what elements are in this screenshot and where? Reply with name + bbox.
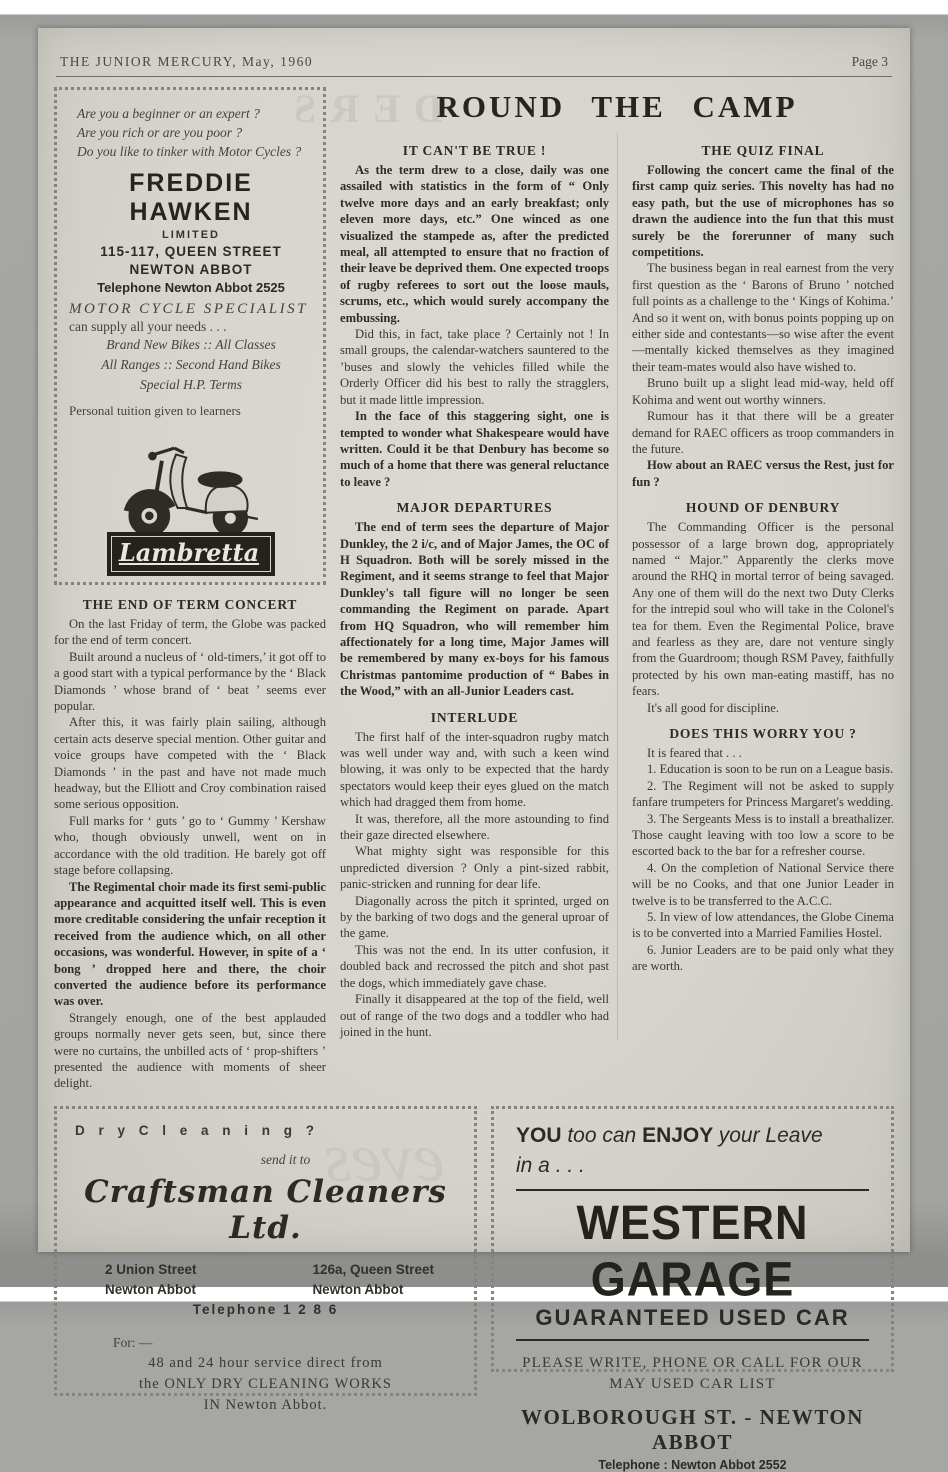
cleaners-address-left bbox=[105, 1260, 197, 1300]
cleaners-heading: D r y C l e a n i n g ? bbox=[75, 1122, 320, 1138]
paragraph: Full marks for ‘ guts ’ go to ‘ Gummy ’ Kershaw who, though obviously unwell, went on in accordance with the old tradition. He barely got off stage before collapsing. bbox=[54, 813, 326, 878]
hawken-intro-questions bbox=[69, 104, 313, 161]
text-line: Are you a beginner or an expert ? bbox=[77, 106, 260, 121]
hawken-supply-line: can supply all your needs . . . bbox=[69, 319, 227, 334]
garage-cta-line2: MAY USED CAR LIST bbox=[609, 1375, 776, 1392]
paragraph: After this, it was fairly plain sailing, although certain acts deserve special mention. Other guitar and voice groups have competed with the ‘ Black Diamonds ’ in the past and have not made much headway, but the Elliott and Croy combination raised some serious opposition. bbox=[54, 715, 326, 812]
text-line: 48 and 24 hour service direct from bbox=[148, 1354, 383, 1371]
paragraph: The end of term sees the departure of Major Dunkley, the 2 i/c, and of Major James, the OC of H Squadron. Both will be sorely missed in the Regiment, and it seems strange to feel that Major Dunkley's tall figure will no longer be seen commanding the Regiment on parade. Apart from HQ Squadron, who will remember him affectionately for a long time, Major James will be remembered by many ex-boys for his famous Christmas pantomime production of “ Babes in the Wood,” with an all-Junior Leaders cast. bbox=[340, 520, 609, 699]
paragraph: The first half of the inter-squadron rugby match was well under way and, with such a keen wind blowing, it was only to be expected that the hardy spectators would keep their eyes glued on the match which had dragged them from home. bbox=[340, 729, 609, 810]
paragraph: It was, therefore, all the more astounding to find their gaze directed elsewhere. bbox=[340, 811, 609, 843]
garage-rule-top bbox=[516, 1189, 869, 1191]
paragraph: As the term drew to a close, daily was one assailed with statistics in the form of “ Only twelve more days and an early breakfast; only eleven more days, etc.” One winced as one visualized the stampede as, after the predicted meal, all attempted to ensure that no fraction of their leave be deprived them. One expected troops of rugby referees to sort out the loose mauls, scrums, etc., which would surely accompany the embussing. bbox=[340, 163, 609, 325]
article-title: THE QUIZ FINAL bbox=[701, 143, 825, 158]
masthead: THE JUNIOR MERCURY, May, 1960 bbox=[60, 54, 314, 69]
paragraph: Rumour has it that there will be a greater demand for RAEC officers as troop commanders in the future. bbox=[632, 409, 894, 456]
text-line: 2 Union Street bbox=[105, 1261, 197, 1277]
text-line: Do you like to tinker with Motor Cycles ? bbox=[77, 144, 302, 159]
paragraph: On the last Friday of term, the Globe was packed for the end of term concert. bbox=[54, 617, 326, 648]
styled-text-segment: too can bbox=[567, 1123, 643, 1147]
hawken-limited: LIMITED bbox=[162, 229, 220, 241]
paragraph: The business began in real earnest from the very first question as the ‘ Barons of Bruno ’ notched full points as a challenge to the ‘ Kings of Kohima.’ And so it went on, with bonus points popping up on either side and contestants—so wise after the event—mentally kicked themselves as they imagined their team-mates would also have wished to. bbox=[632, 261, 894, 374]
content-columns bbox=[54, 87, 894, 1092]
paragraph: 6. Junior Leaders are to be paid only what they are worth. bbox=[632, 942, 894, 974]
article-quiz-final bbox=[632, 143, 894, 490]
left-column bbox=[54, 87, 326, 1092]
bleedthrough-text: eves bbox=[323, 1119, 444, 1197]
paragraph: How about an RAEC versus the Rest, just for fun ? bbox=[632, 458, 894, 489]
paragraph: 3. The Sergeants Mess is to install a breathalizer. Those caught leaving with too low a score to be escorted back to the bar for a refresher course. bbox=[632, 811, 894, 859]
hawken-tuition-line: Personal tuition given to learners bbox=[69, 403, 241, 418]
article-title: INTERLUDE bbox=[430, 709, 519, 725]
paragraph: Built around a nucleus of ‘ old-timers,’ it got off to a good start with a typical performance by the ‘ Black Diamonds ’ whose brand of ‘ beat ’ seems ever popular. bbox=[54, 649, 326, 714]
hawken-offer-line: Special H.P. Terms bbox=[139, 377, 242, 392]
article-end-of-term-concert bbox=[54, 597, 326, 1092]
lambretta-logo: Lambretta bbox=[107, 532, 275, 576]
paragraph: Strangely enough, one of the best applauded groups normally never gets seen, but, since there were no curtains, the unbilled acts of ‘ prop-shifters ’ presented the audience with moments of sheer delight. bbox=[54, 1010, 326, 1091]
garage-tagline-2 bbox=[516, 1151, 869, 1181]
styled-text-segment: your Leave bbox=[718, 1123, 823, 1147]
garage-address: WOLBOROUGH ST. - NEWTON ABBOT bbox=[521, 1404, 864, 1454]
text-line: IN Newton Abbot. bbox=[203, 1396, 328, 1413]
lambretta-figure bbox=[69, 423, 313, 576]
styled-text-segment: ENJOY bbox=[642, 1123, 719, 1147]
article-hound-of-denbury bbox=[632, 500, 894, 716]
paragraph: The Regimental choir made its first semi-public appearance and acquitted itself well. This is even more creditable considering the unfair reception it received from the audience which, on all other occasions, was wonderful. However, in spite of a ‘ bong ’ dropped here and there, the choir converted the audience before its performance was over. bbox=[54, 879, 326, 1009]
story-columns bbox=[340, 133, 894, 1040]
paragraph: 1. Education is soon to be run on a League basis. bbox=[647, 762, 894, 777]
garage-cta-line1: PLEASE WRITE, PHONE OR CALL FOR OUR bbox=[522, 1354, 863, 1371]
garage-name: WESTERN GARAGE bbox=[576, 1194, 809, 1306]
article-body bbox=[632, 745, 894, 975]
garage-phone: Telephone : Newton Abbot 2552 bbox=[598, 1457, 787, 1472]
paragraph: Did this, in fact, take place ? Certainly not ! In small groups, the calendar-watchers sauntered to the ’buses and slowly the vehicles filled while the Orderly Officer did his best to rally the stragglers, but it made little impression. bbox=[340, 327, 609, 407]
hawken-name: FREDDIE HAWKEN bbox=[129, 169, 253, 226]
paragraph: Diagonally across the pitch it sprinted, urged on by the barking of two dogs and the general uproar of the game. bbox=[340, 893, 609, 941]
article-does-this-worry-you bbox=[632, 726, 894, 975]
article-major-departures bbox=[340, 500, 609, 699]
article-body bbox=[632, 162, 894, 490]
paragraph: This was not the end. In its utter confusion, it doubled back and recrossed the pitch and shot past the dogs, which immediately gave chase. bbox=[340, 942, 609, 990]
paragraph: In the face of this staggering sight, one is tempted to wonder what Shakespeare would have written. Could it be that Denbury has become so much of a home that there was general reluctance to leave ? bbox=[340, 409, 609, 489]
cleaners-service-lines bbox=[75, 1353, 456, 1416]
page-number: Page 3 bbox=[851, 54, 888, 69]
article-title: HOUND OF DENBURY bbox=[685, 500, 841, 516]
text-line: Are you rich or are you poor ? bbox=[77, 125, 243, 140]
header-rule bbox=[56, 76, 892, 77]
paragraph: Bruno built up a slight lead mid-way, held off Kohima and went out worthy winners. bbox=[632, 376, 894, 407]
garage-rule-bottom bbox=[516, 1339, 869, 1341]
bleedthrough-text: DERS bbox=[280, 86, 443, 131]
paragraph: The Commanding Officer is the personal possessor of a large brown dog, appropriately named “ Major.” Apparently the clerks move around the RHQ in mortal terror of being savaged. Any one of them will do the next two Duty Clerks for the intrepid soul who will take in the Colonel's tea for them. Even the Regimental Police, brave and fearless as they are, dare not venture singly from the Guardroom; though RSM Pavey, faithfully protected by his own man-eating mastiff, has no fears. bbox=[632, 520, 894, 699]
craftsman-cleaners-ad bbox=[54, 1106, 477, 1413]
newspaper-page bbox=[38, 28, 910, 1472]
bottom-ads bbox=[54, 1106, 894, 1472]
page-header bbox=[54, 46, 894, 74]
article-body bbox=[340, 162, 609, 490]
cleaners-name: Craftsman Cleaners Ltd. bbox=[84, 1173, 447, 1246]
article-body bbox=[632, 519, 894, 716]
paragraph: What mighty sight was responsible for this unpredicted diversion ? Only a pint-sized rabbit, panic-stricken and running for dear life. bbox=[340, 844, 609, 892]
garage-tagline-1 bbox=[516, 1121, 869, 1151]
main-headline: DERS ROUND THE CAMP bbox=[280, 86, 798, 131]
right-column bbox=[617, 133, 894, 1040]
scooter-illustration-icon bbox=[106, 423, 276, 541]
garage-subtitle: GUARANTEED USED CAR bbox=[535, 1304, 850, 1330]
hawken-specialist-line: MOTOR CYCLE SPECIALIST bbox=[69, 301, 308, 317]
text-line: Newton Abbot bbox=[105, 1281, 196, 1297]
hawken-offer-line: Brand New Bikes :: All Classes bbox=[106, 337, 276, 352]
paragraph: 2. The Regiment will not be asked to supply fanfare trumpeters for Princess Margaret's wedding. bbox=[632, 778, 894, 810]
hawken-offer-line: All Ranges :: Second Hand Bikes bbox=[101, 357, 281, 372]
paragraph: 5. In view of low attendances, the Globe Cinema is to be converted into a Married Families Hostel. bbox=[632, 910, 894, 941]
article-body bbox=[340, 519, 609, 699]
cleaners-send-line: send it to bbox=[260, 1151, 311, 1167]
hawken-address-street: 115-117, QUEEN STREET bbox=[100, 244, 282, 259]
article-title: THE END OF TERM CONCERT bbox=[82, 597, 298, 612]
hawken-phone: Telephone Newton Abbot 2525 bbox=[97, 280, 285, 295]
western-garage-ad bbox=[491, 1106, 894, 1472]
round-the-camp-section bbox=[280, 86, 894, 1092]
article-interlude bbox=[340, 710, 609, 1041]
paragraph: It's all good for discipline. bbox=[647, 700, 780, 715]
article-title: DOES THIS WORRY YOU ? bbox=[669, 726, 857, 741]
paragraph: 4. On the completion of National Service there will be no Cooks, and that one Junior Leader in twelve is to be transferred to the A.C.C. bbox=[632, 860, 894, 908]
paragraph: Finally it disappeared at the top of the field, well out of range of the two dogs and a toddler who had joined in the hunt. bbox=[340, 992, 609, 1039]
article-it-cant-be-true bbox=[340, 143, 609, 490]
article-body bbox=[340, 729, 609, 1041]
styled-text-segment: YOU bbox=[516, 1123, 568, 1147]
freddie-hawken-ad bbox=[54, 87, 326, 585]
styled-text-segment: in a . . . bbox=[516, 1153, 585, 1177]
text-line: Newton Abbot bbox=[312, 1281, 404, 1297]
paragraph: Following the concert came the final of the first camp quiz series. This novelty has had no easy path, but the use of microphones has so drawn the audience into the fun that this must surely be the forerunner of many such competitions. bbox=[632, 163, 894, 260]
garage-cta bbox=[516, 1353, 869, 1395]
cleaners-address-right bbox=[312, 1260, 434, 1300]
article-title: IT CAN'T BE TRUE ! bbox=[402, 143, 547, 158]
paragraph: It is feared that . . . bbox=[647, 746, 742, 760]
text-line: the ONLY DRY CLEANING WORKS bbox=[139, 1375, 392, 1392]
hawken-address-town: NEWTON ABBOT bbox=[129, 262, 253, 277]
cleaners-addresses bbox=[75, 1246, 456, 1300]
article-title: MAJOR DEPARTURES bbox=[396, 500, 553, 516]
middle-column bbox=[340, 133, 609, 1040]
cleaners-phone: Telephone 1 2 8 6 bbox=[192, 1301, 339, 1317]
text-line: 126a, Queen Street bbox=[312, 1261, 434, 1277]
cleaners-for-label: For: — bbox=[113, 1334, 153, 1350]
article-body bbox=[54, 616, 326, 1092]
